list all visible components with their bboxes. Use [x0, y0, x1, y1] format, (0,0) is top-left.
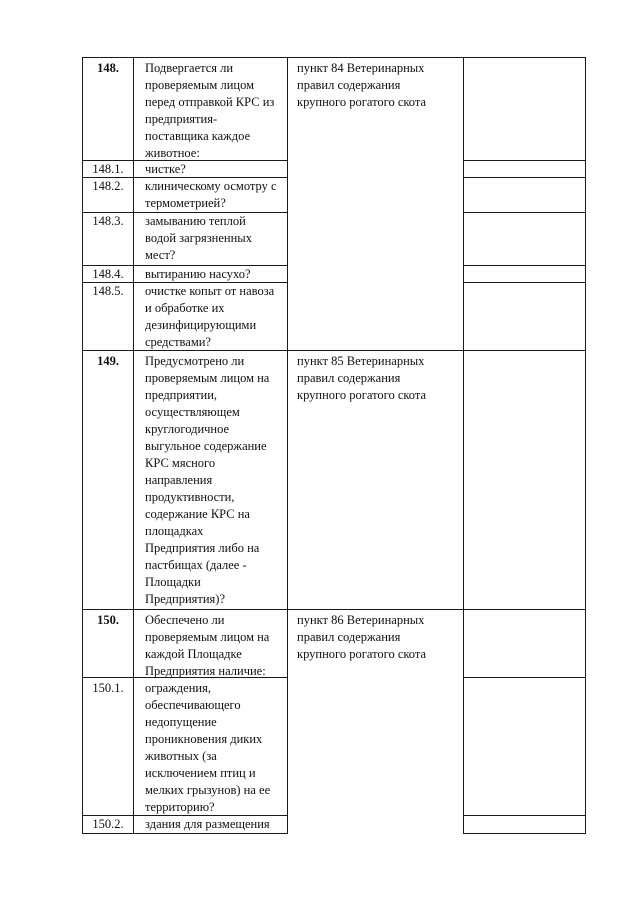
- ref-separator-150: [287, 609, 463, 610]
- row-number: 148.: [97, 61, 119, 75]
- row-number: 148.3.: [92, 214, 124, 228]
- question-text: Подвергается ли проверяемым лицом перед отправкой КРС из предприятия- поставщика каждое животное:: [145, 61, 275, 160]
- row-separator-150: [82, 609, 287, 610]
- row-number: 150.: [97, 613, 119, 627]
- col-right-border: [585, 57, 586, 834]
- right-col-149-top: [463, 350, 585, 351]
- right-col-top: [463, 57, 585, 58]
- ref-separator-149: [287, 350, 463, 351]
- right-col-148-1-top: [463, 160, 585, 161]
- question-text: чистке?: [145, 162, 186, 176]
- question-text: клиническому осмотру с термометрией?: [145, 179, 277, 210]
- right-col-150-1-top: [463, 677, 585, 678]
- question-text: ограждения, обеспечивающего недопущение проникновения диких животных (за исключением птиц и мелких грызунов) на ее территорию?: [145, 681, 271, 814]
- table-bottom-border: [82, 833, 287, 834]
- right-col-150-2-top: [463, 815, 585, 816]
- ref-top-border: [287, 57, 463, 58]
- question-text: Предусмотрено ли проверяемым лицом на предприятии, осуществляющем круглогодичное выгульное содержание КРС мясного направления продуктивности, содержание КРС на площадках Предприятия либо на пастбищах (далее - Площадки Предприятия)?: [145, 354, 270, 606]
- row-number: 148.2.: [92, 179, 124, 193]
- right-col-148-4-top: [463, 265, 585, 266]
- row-number: 148.1.: [92, 162, 124, 176]
- col-number-divider: [133, 57, 134, 834]
- question-text: очистке копыт от навоза и обработке их дезинфицирующими средствами?: [145, 284, 275, 349]
- row-number: 149.: [97, 354, 119, 368]
- question-text: вытиранию насухо?: [145, 267, 251, 281]
- row-number: 150.2.: [92, 817, 124, 831]
- row-number: 150.1.: [92, 681, 124, 695]
- row-number: 148.4.: [92, 267, 124, 281]
- table-top-border: [82, 57, 287, 58]
- question-text: замыванию теплой водой загрязненных мест?: [145, 214, 252, 262]
- reference-text: пункт 86 Ветеринарных правил содержания крупного рогатого скота: [297, 613, 427, 661]
- reference-text: пункт 84 Ветеринарных правил содержания крупного рогатого скота: [297, 61, 427, 109]
- reference-text: пункт 85 Ветеринарных правил содержания крупного рогатого скота: [297, 354, 427, 402]
- question-text: здания для размещения: [145, 817, 270, 831]
- col-question-divider: [287, 57, 288, 834]
- right-col-bottom: [463, 833, 585, 834]
- row-number: 148.5.: [92, 284, 124, 298]
- right-col-148-3-top: [463, 212, 585, 213]
- right-col-150-top: [463, 609, 585, 610]
- question-text: Обеспечено ли проверяемым лицом на каждой Площадке Предприятия наличие:: [145, 613, 270, 678]
- right-col-148-2-top: [463, 177, 585, 178]
- right-col-148-5-top: [463, 282, 585, 283]
- col-reference-divider: [463, 57, 464, 834]
